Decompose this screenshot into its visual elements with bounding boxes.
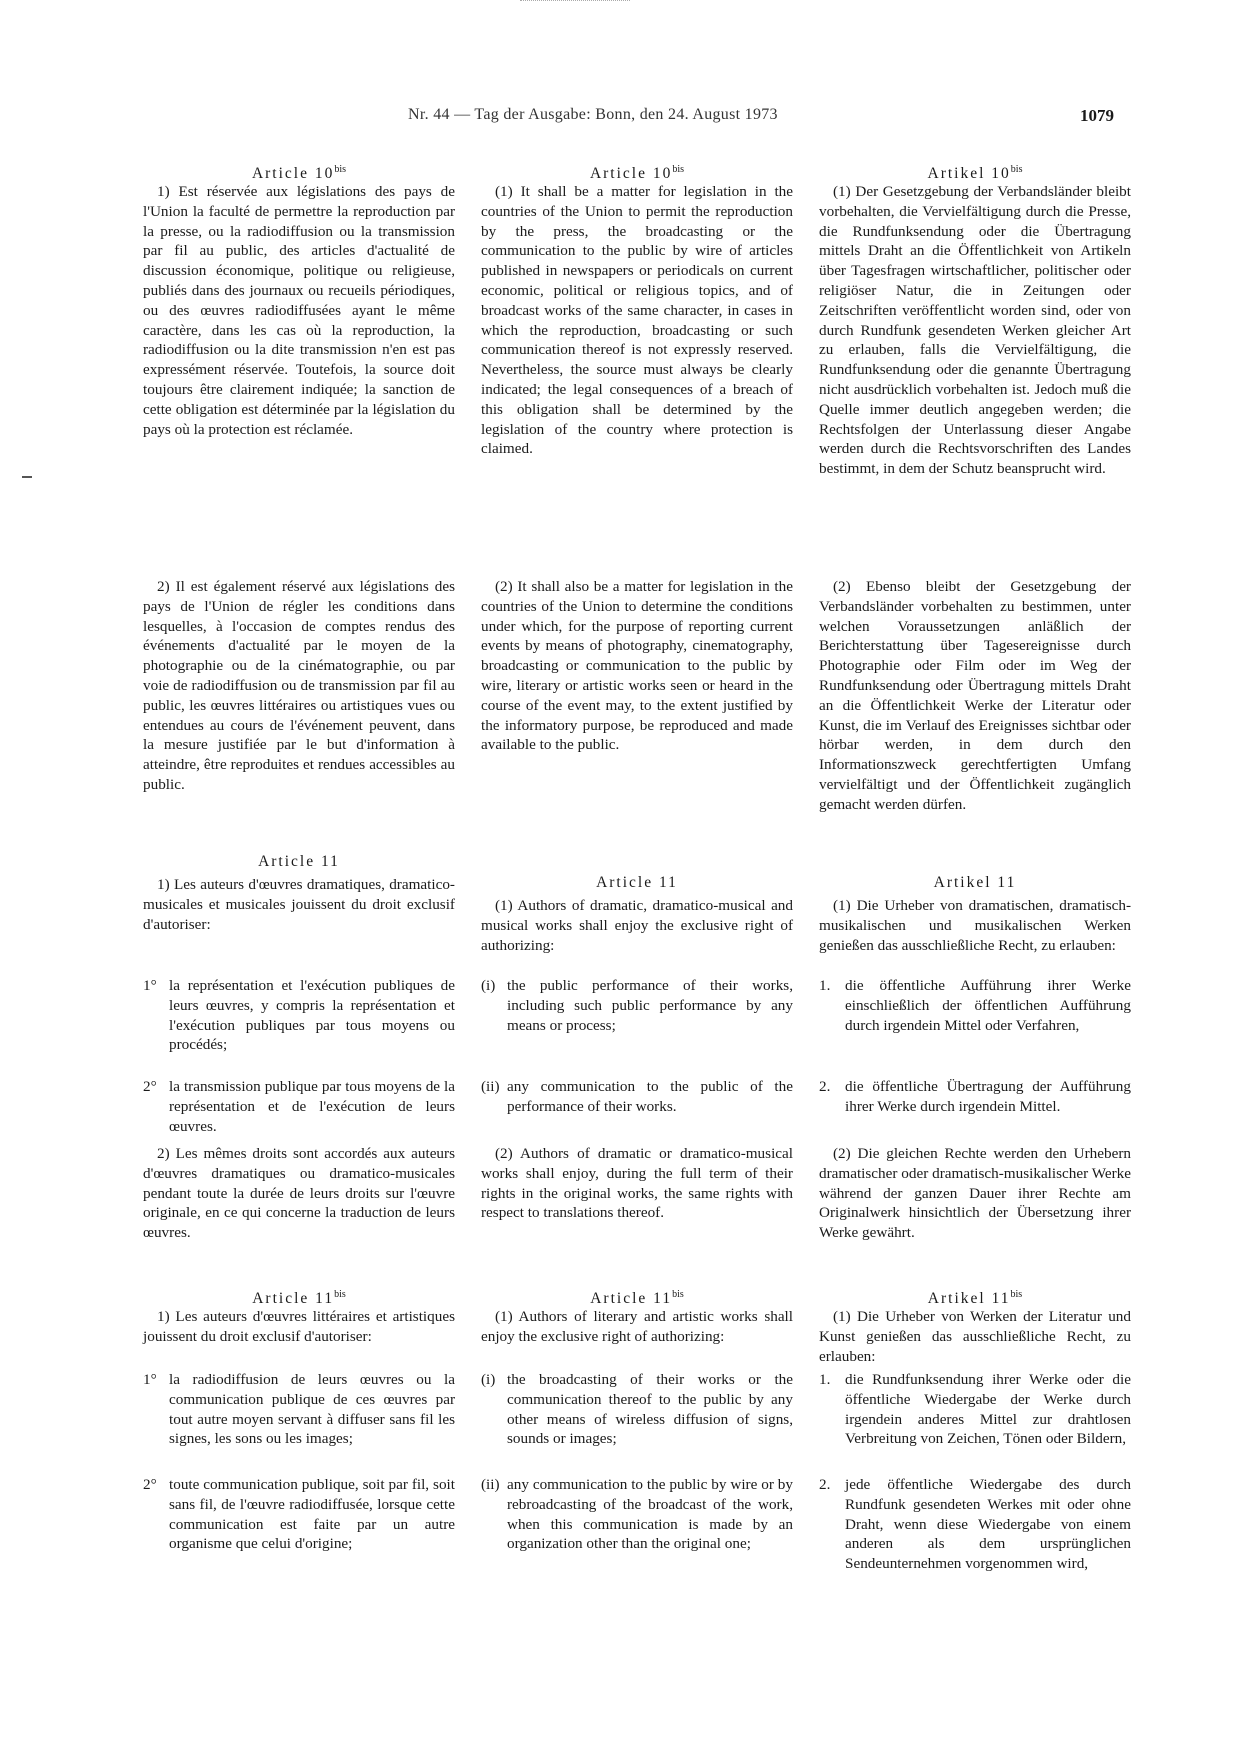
scan-artifact [520, 0, 630, 7]
paragraph-11bis-1: 1) Les auteurs d'œuvres littéraires et artistiques jouissent du droit exclusif d'autoriser: [143, 1308, 455, 1345]
paragraph-10bis-2: (2) Ebenso bleibt der Gesetzgebung der Verbandsländer vorbehalten zu bestimmen, unter welchen Voraussetzungen anläßlich der Berichterstattung über Tagesereignisse durch Photographie oder Film oder im Weg der Rundfunksendung oder Übertragung mittels Draht an die Öffentlichkeit Werke der Literatur oder Kunst, die im Verlauf des Ereignisses sichtbar oder hörbar werden, in dem durch den Informationszweck gerechtfertigten Umfang vervielfältigt und der Öffentlichkeit zugänglich gemacht werden dürfen. [819, 578, 1131, 813]
list-item: 1° la représentation et l'exécution publiques de leurs œuvres, y compris la représentation et l'exécution publiques par tous moyens ou procédés; [143, 977, 455, 1054]
list-item: 1° la radiodiffusion de leurs œuvres ou la communication publique de ces œuvres par tout autre moyen servant à diffuser sans fil les signes, les sons ou les images; [143, 1371, 455, 1448]
paragraph-11bis-1: (1) Die Urheber von Werken der Literatur und Kunst genießen das ausschließliche Recht, zu erlauben: [819, 1308, 1131, 1365]
list-item: (i) the broadcasting of their works or the communication thereof to the public by any other means of wireless diffusion of signs, sounds or images; [481, 1371, 793, 1448]
paragraph-11-2: (2) Die gleichen Rechte werden den Urhebern dramatischer oder dramatisch-musikalischer Werke während der ganzen Dauer ihrer Rechte am Originalwerk hinsichtlich der Übersetzung ihrer Werke gewährt. [819, 1145, 1131, 1242]
heading-article-11: Article 11 [258, 853, 340, 870]
list-item: 2. jede öffentliche Wiedergabe des durch Rundfunk gesendeten Werkes mit oder ohne Draht, wenn diese Wiedergabe von einem anderen als dem ursprünglichen Sendeunternehmen vorgenommen wird, [819, 1476, 1131, 1573]
heading-article-11: Article 11 [596, 874, 678, 891]
list-item: (i) the public performance of their works, including such public performance by any means or process; [481, 977, 793, 1034]
paragraph-11-1: (1) Die Urheber von dramatischen, dramatisch-musikalischen und musikalischen Werken genießen das ausschließliche Recht, zu erlauben: [819, 897, 1131, 954]
heading-article-10bis: Article $10^{bis}$ [251, 164, 347, 183]
list-item: 2° la transmission publique par tous moyens de la représentation et de l'exécution de leurs œuvres. [143, 1078, 455, 1135]
paragraph-11-2: 2) Les mêmes droits sont accordés aux auteurs d'œuvres dramatiques ou dramatico-musicales pendant toute la durée de leurs droits sur l'œuvre originale, en ce qui concerne la traduction de leurs œuvres. [143, 1145, 455, 1242]
margin-mark [22, 476, 32, 478]
list-item: 1. die Rundfunksendung ihrer Werke oder die öffentliche Wiedergabe der Werke durch irgendein anderes Mittel zur drahtlosen Verbreitung von Zeichen, Tönen oder Bildern, [819, 1371, 1131, 1448]
paragraph-10bis-1: (1) Der Gesetzgebung der Verbandsländer bleibt vorbehalten, die Vervielfältigung durch die Presse, die Rundfunksendung oder die Übertragung mittels Draht an die Öffentlichkeit von Artikeln über Tagesfragen wirtschaftlicher, politischer oder religiöser Natur, die in Zeitungen oder Zeitschriften veröffentlicht worden sind, oder von durch Rundfunk gesendeten Werken gleicher Art zu erlauben, falls die Vervielfältigung, die Rundfunksendung oder die genannte Übertragung nicht ausdrücklich vorbehalten ist. Jedoch muß die Quelle immer deutlich angegeben werden; die Rechtsfolgen der Unterlassung dieser Angabe werden durch die Rechtsvorschriften des Landes bestimmt, in dem der Schutz beansprucht wird. [819, 183, 1131, 478]
list-item: 2° toute communication publique, soit par fil, soit sans fil, de l'œuvre radiodiffusée, lorsque cette communication est faite par un autre organisme que celui d'origine; [143, 1476, 455, 1553]
paragraph-10bis-1: 1) Est réservée aux législations des pays de l'Union la faculté de permettre la reproduction par la presse, ou la radiodiffusion ou la transmission par fil au public, des articles d'actualité de discussion économique, politique ou religieuse, publiés dans des journaux ou recueils périodiques, ou des œuvres radiodiffusées ayant le même caractère, dans les cas où la reproduction, la radiodiffusion ou la dite transmission n'en est pas expressément réservée. Toutefois, la source doit toujours être clairement indiquée; la sanction de cette obligation est déterminée par la législation du pays où la protection est réclamée. [143, 183, 455, 438]
paragraph-10bis-2: (2) It shall also be a matter for legislation in the countries of the Union to determine the conditions under which, for the purpose of reporting current events by means of photography, cinematography, broadcasting or communication to the public by wire, literary or artistic works seen or heard in the course of the event may, to the extent justified by the informatory purpose, be reproduced and made available to the public. [481, 578, 793, 754]
paragraph-10bis-1: (1) It shall be a matter for legislation in the countries of the Union to permit the reproduction by the press, the broadcasting or the communication to the public by wire of articles published in newspapers or periodicals on current economic, political or religious topics, and of broadcast works of the same character, in cases in which the reproduction, broadcasting or such communication thereof is not expressly reserved. Nevertheless, the source must always be clearly indicated; the legal consequences of a breach of this obligation shall be determined by the legislation of the country where protection is claimed. [481, 183, 793, 458]
page-number: 1079 [1080, 106, 1114, 125]
paragraph-11bis-1: (1) Authors of literary and artistic works shall enjoy the exclusive right of authorizing: [481, 1308, 793, 1345]
list-item: (ii) any communication to the public of the performance of their works. [481, 1078, 793, 1115]
list-item: 1. die öffentliche Aufführung ihrer Werke einschließlich der öffentlichen Aufführung durch irgendein Mittel oder Verfahren, [819, 977, 1131, 1034]
list-item: (ii) any communication to the public by wire or by rebroadcasting of the broadcast of the work, when this communication is made by an organization other than the original one; [481, 1476, 793, 1553]
paragraph-11-2: (2) Authors of dramatic or dramatico-musical works shall enjoy, during the full term of their rights in the original works, the same rights with respect to translations thereof. [481, 1145, 793, 1222]
page-header [0, 106, 1240, 130]
heading-article-11bis: Article $11^{bis}$ [590, 1289, 684, 1308]
heading-artikel-11: Artikel 11 [933, 874, 1017, 891]
heading-artikel-11bis: Artikel $11^{bis}$ [927, 1289, 1023, 1308]
paragraph-10bis-2: 2) Il est également réservé aux législations des pays de l'Union de régler les conditions dans lesquelles, à l'occasion de comptes rendus des événements d'actualité par le moyen de la photographie ou de la cinématographie, ou par voie de radiodiffusion ou de transmission par fil au public, les œuvres littéraires ou artistiques vues ou entendues au cours de l'événement peuvent, dans la mesure justifiée par le but d'information à atteindre, être reproduites et rendues accessibles au public. [143, 578, 455, 793]
heading-article-11bis: Article $11^{bis}$ [252, 1289, 346, 1308]
list-item: 2. die öffentliche Übertragung der Aufführung ihrer Werke durch irgendein Mittel. [819, 1078, 1131, 1115]
heading-artikel-10bis: Artikel $10^{bis}$ [927, 164, 1023, 183]
heading-article-10bis: Article $10^{bis}$ [589, 164, 685, 183]
paragraph-11-1: 1) Les auteurs d'œuvres dramatiques, dramatico-musicales et musicales jouissent du droit exclusif d'autoriser: [143, 876, 455, 933]
paragraph-11-1: (1) Authors of dramatic, dramatico-musical and musical works shall enjoy the exclusive right of authorizing: [481, 897, 793, 954]
header-title: Nr. 44 — Tag der Ausgabe: Bonn, den 24. August 1973 [408, 106, 778, 123]
